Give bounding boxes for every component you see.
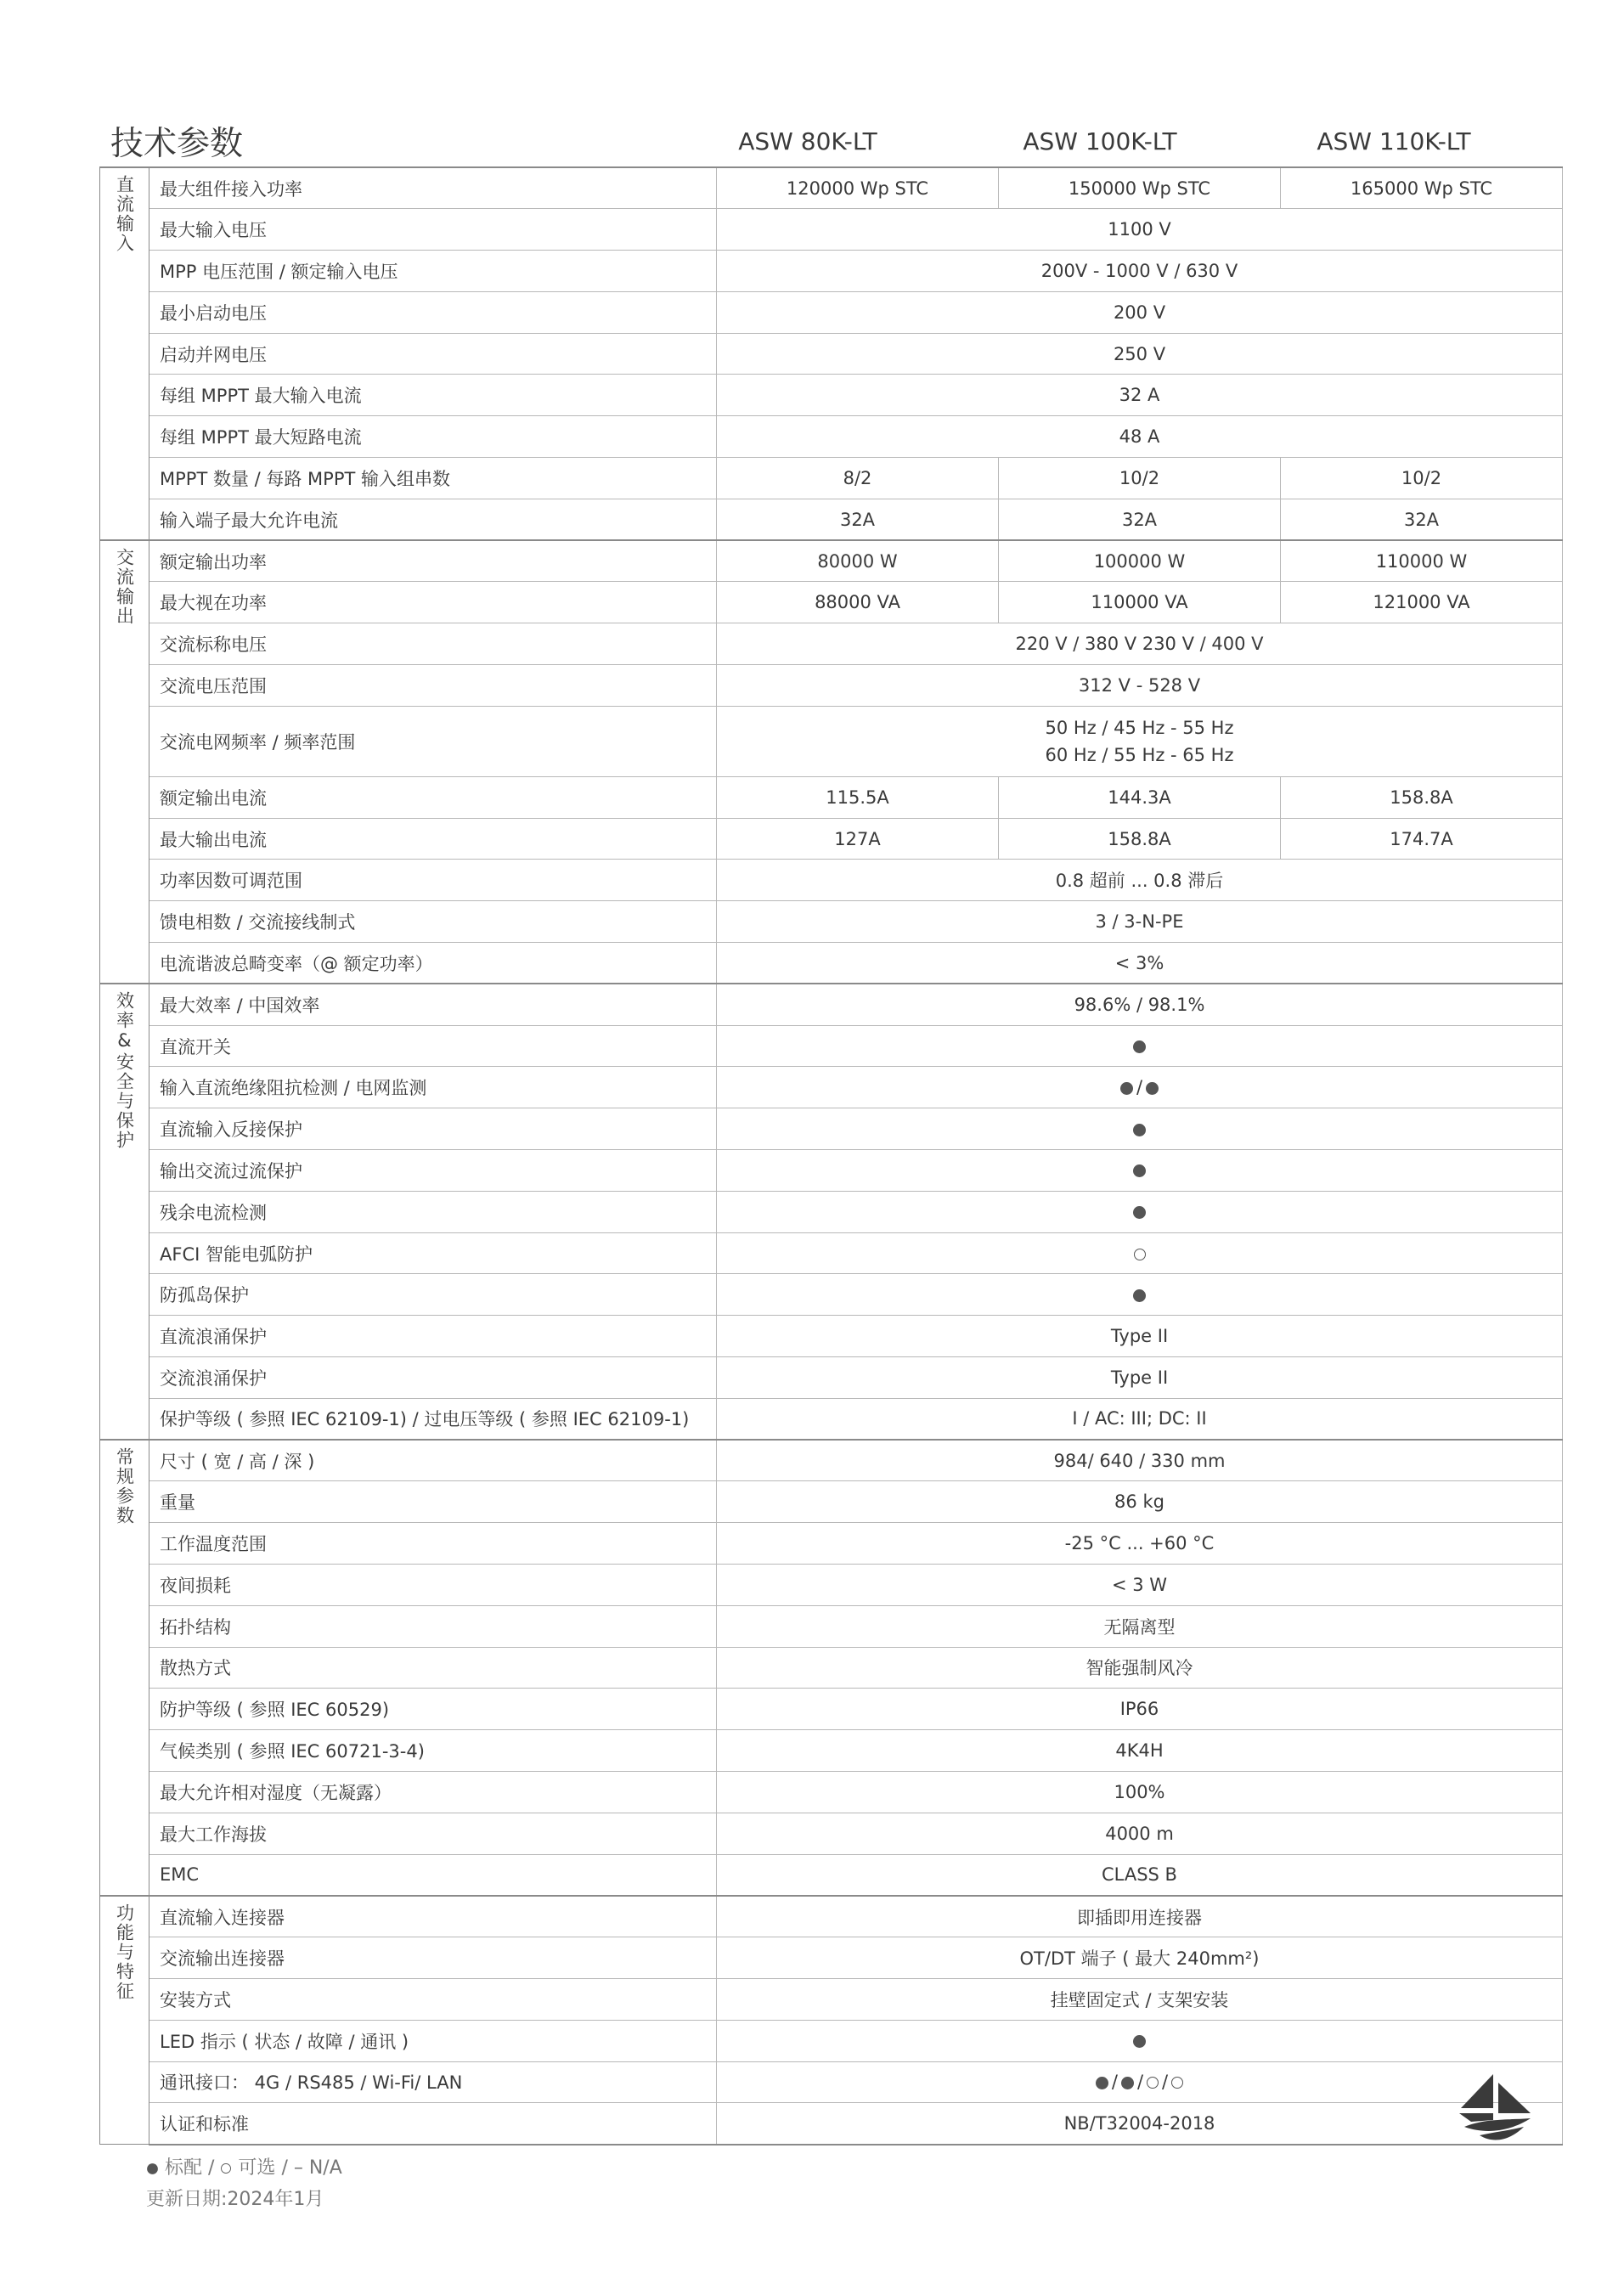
section-label: 交流输出: [114, 548, 135, 627]
param-value-line: OT/DT 端子 ( 最大 240mm²): [1019, 1948, 1260, 1970]
param-value: [717, 1896, 1563, 1937]
spec-row: [100, 167, 1563, 209]
standard-dot-icon: [147, 2163, 158, 2174]
param-value-line: 4000 m: [1105, 1823, 1174, 1844]
param-name: 输入直流绝缘阻抗检测 / 电网监测: [149, 1067, 717, 1108]
param-value-line: 32 A: [1119, 385, 1160, 406]
param-name: 直流输入连接器: [149, 1896, 717, 1937]
legend: 标配 / 可选 / – N/A: [146, 2153, 342, 2179]
param-value-line: 3 / 3-N-PE: [1095, 911, 1184, 933]
standard-dot-icon: [1096, 2077, 1108, 2089]
section-label: 直流输入: [114, 175, 135, 253]
spec-row: [100, 943, 1563, 984]
param-value: 110000 VA: [999, 582, 1281, 623]
legend-na: – N/A: [293, 2157, 342, 2179]
spec-row: [100, 1978, 1563, 2020]
spec-row: [100, 1689, 1563, 1730]
param-value: [717, 1689, 1563, 1730]
spec-row: [100, 1191, 1563, 1232]
spec-row: [100, 416, 1563, 458]
param-name: 每组 MPPT 最大输入电流: [149, 375, 717, 416]
standard-dot-icon: [1133, 1124, 1146, 1136]
param-value: 120000 Wp STC: [717, 167, 999, 209]
param-value: [717, 1771, 1563, 1813]
param-name: 夜间损耗: [149, 1565, 717, 1606]
param-name: 重量: [149, 1481, 717, 1523]
param-name: 防孤岛保护: [149, 1274, 717, 1316]
spec-row: [100, 2061, 1563, 2103]
param-value: [717, 1440, 1563, 1481]
param-name: 防护等级 ( 参照 IEC 60529): [149, 1689, 717, 1730]
param-value-line: 智能强制风冷: [1085, 1658, 1193, 1679]
section-label: 功能与特征: [114, 1903, 135, 2001]
spec-row: [100, 818, 1563, 860]
param-value-line: 1100 V: [1108, 219, 1171, 240]
param-value-line: 200 V: [1113, 302, 1166, 323]
section-cell: [100, 984, 149, 1440]
spec-row: [100, 499, 1563, 540]
param-value-line: 60 Hz / 55 Hz - 65 Hz: [1045, 744, 1234, 765]
param-value: [717, 1191, 1563, 1232]
param-value: [717, 1357, 1563, 1399]
param-value: 88000 VA: [717, 582, 999, 623]
param-value: [717, 375, 1563, 416]
param-value: [717, 1523, 1563, 1565]
param-name: 启动并网电压: [149, 333, 717, 375]
param-value-line: 200V - 1000 V / 630 V: [1040, 260, 1238, 281]
param-name: 每组 MPPT 最大短路电流: [149, 416, 717, 458]
param-value-line: 0.8 超前 ... 0.8 滞后: [1055, 871, 1224, 892]
param-value: [717, 623, 1563, 665]
param-value-line: 50 Hz / 45 Hz - 55 Hz: [1045, 717, 1234, 738]
param-value: [717, 1565, 1563, 1606]
param-value: [717, 1730, 1563, 1772]
spec-row: [100, 1481, 1563, 1523]
param-value: [717, 665, 1563, 707]
param-name: MPP 电压范围 / 额定输入电压: [149, 251, 717, 292]
section-label: 效率&安全与保护: [114, 991, 135, 1151]
param-value-line: IP66: [1119, 1699, 1159, 1720]
spec-row: [100, 1150, 1563, 1192]
section-cell: [100, 540, 149, 984]
param-value: / / /: [717, 2061, 1563, 2103]
param-name: 直流浪涌保护: [149, 1316, 717, 1357]
param-value-line: 98.6% / 98.1%: [1074, 994, 1205, 1015]
param-value: 32A: [1281, 499, 1563, 540]
param-value: 127A: [717, 818, 999, 860]
legend-standard: 标配: [165, 2157, 203, 2179]
spec-row: [100, 1605, 1563, 1647]
spec-row: [100, 623, 1563, 665]
param-name: 最大视在功率: [149, 582, 717, 623]
param-value: [717, 1316, 1563, 1357]
spec-row: [100, 1108, 1563, 1150]
spec-row: [100, 1398, 1563, 1440]
param-value: 32A: [717, 499, 999, 540]
param-value: [717, 333, 1563, 375]
standard-dot-icon: [1133, 1289, 1146, 1302]
param-name: 拓扑结构: [149, 1605, 717, 1647]
param-name: MPPT 数量 / 每路 MPPT 输入组串数: [149, 458, 717, 499]
param-value: 8/2: [717, 458, 999, 499]
param-name: LED 指示 ( 状态 / 故障 / 通讯 ): [149, 2020, 717, 2061]
spec-table: [99, 166, 1563, 2145]
param-value: [717, 1025, 1563, 1067]
param-value: [717, 251, 1563, 292]
model-header-80k: ASW 80K-LT: [738, 127, 877, 155]
param-name: 残余电流检测: [149, 1191, 717, 1232]
standard-dot-icon: [1133, 1206, 1146, 1219]
param-value-line: < 3%: [1114, 952, 1164, 973]
param-name: 最大输出电流: [149, 818, 717, 860]
param-value: 165000 Wp STC: [1281, 167, 1563, 209]
standard-dot-icon: [1146, 1082, 1159, 1095]
param-value: [717, 1481, 1563, 1523]
spec-row: [100, 2103, 1563, 2145]
param-name: 最大效率 / 中国效率: [149, 984, 717, 1025]
param-value: 158.8A: [1281, 776, 1563, 818]
param-value: 174.7A: [1281, 818, 1563, 860]
param-value: [717, 860, 1563, 901]
param-name: EMC: [149, 1854, 717, 1896]
param-value-line: < 3 W: [1111, 1574, 1168, 1595]
sail-logo-icon: [1454, 2071, 1536, 2145]
param-value: [717, 706, 1563, 776]
param-name: 工作温度范围: [149, 1523, 717, 1565]
legend-optional: 可选: [238, 2157, 276, 2179]
param-name: 交流浪涌保护: [149, 1357, 717, 1399]
optional-ring-icon: [1147, 2077, 1159, 2089]
section-cell: [100, 1896, 149, 2145]
spec-row: [100, 1771, 1563, 1813]
param-name: 直流开关: [149, 1025, 717, 1067]
param-value: [717, 416, 1563, 458]
section-cell: [100, 167, 149, 540]
param-value: [717, 1978, 1563, 2020]
param-value: [717, 1398, 1563, 1440]
param-value-line: 100%: [1114, 1781, 1165, 1802]
param-value: [717, 1232, 1563, 1274]
param-value-line: 4K4H: [1115, 1740, 1164, 1762]
param-value-line: Type II: [1110, 1367, 1169, 1388]
param-value: [717, 1274, 1563, 1316]
spec-row: [100, 1896, 1563, 1937]
spec-row: [100, 901, 1563, 943]
param-value: [717, 2103, 1563, 2145]
section-label: 常规参数: [114, 1447, 135, 1526]
param-name: 最大组件接入功率: [149, 167, 717, 209]
spec-row: [100, 333, 1563, 375]
param-name: 额定输出功率: [149, 540, 717, 582]
param-value: [717, 1605, 1563, 1647]
param-name: 最小启动电压: [149, 291, 717, 333]
spec-row: [100, 1232, 1563, 1274]
spec-row: [100, 375, 1563, 416]
param-name: AFCI 智能电弧防护: [149, 1232, 717, 1274]
param-value: [717, 1937, 1563, 1979]
standard-dot-icon: [1120, 1082, 1133, 1095]
param-name: 交流标称电压: [149, 623, 717, 665]
param-name: 功率因数可调范围: [149, 860, 717, 901]
param-value-line: 984/ 640 / 330 mm: [1053, 1450, 1226, 1471]
param-name: 最大工作海拔: [149, 1813, 717, 1854]
param-value: [717, 2020, 1563, 2061]
param-name: 交流电网频率 / 频率范围: [149, 706, 717, 776]
standard-dot-icon: [1133, 2035, 1146, 2048]
param-value: 110000 W: [1281, 540, 1563, 582]
param-name: 最大允许相对湿度（无凝露）: [149, 1771, 717, 1813]
param-value: [717, 1854, 1563, 1896]
standard-dot-icon: [1133, 1164, 1146, 1177]
optional-ring-icon: [1134, 1249, 1146, 1260]
param-value-line: 挂壁固定式 / 支架安装: [1050, 1989, 1229, 2010]
spec-row: [100, 1730, 1563, 1772]
optional-ring-icon: [1171, 2077, 1183, 2089]
param-name: 电流谐波总畸变率（@ 额定功率）: [149, 943, 717, 984]
spec-row: [100, 1440, 1563, 1481]
param-value: [717, 1108, 1563, 1150]
param-name: 输入端子最大允许电流: [149, 499, 717, 540]
param-value-line: Type II: [1110, 1326, 1169, 1347]
spec-row: [100, 1565, 1563, 1606]
param-value-line: 220 V / 380 V 230 V / 400 V: [1015, 634, 1264, 655]
param-value-line: 86 kg: [1114, 1491, 1164, 1513]
spec-row: [100, 1854, 1563, 1896]
param-name: 馈电相数 / 交流接线制式: [149, 901, 717, 943]
param-name: 气候类别 ( 参照 IEC 60721-3-4): [149, 1730, 717, 1772]
spec-row: [100, 540, 1563, 582]
spec-row: [100, 582, 1563, 623]
spec-row: [100, 665, 1563, 707]
model-header-110k: ASW 110K-LT: [1317, 127, 1471, 155]
param-value: 10/2: [1281, 458, 1563, 499]
param-value: 100000 W: [999, 540, 1281, 582]
spec-row: [100, 984, 1563, 1025]
spec-row: [100, 1357, 1563, 1399]
param-name: 保护等级 ( 参照 IEC 62109-1) / 过电压等级 ( 参照 IEC 62109-1): [149, 1398, 717, 1440]
spec-row: [100, 706, 1563, 776]
param-value: 115.5A: [717, 776, 999, 818]
param-name: 尺寸 ( 宽 / 高 / 深 ): [149, 1440, 717, 1481]
spec-row: [100, 776, 1563, 818]
param-name: 认证和标准: [149, 2103, 717, 2145]
param-value: 144.3A: [999, 776, 1281, 818]
spec-row: [100, 458, 1563, 499]
page-title: 技术参数: [110, 125, 244, 163]
param-name: 安装方式: [149, 1978, 717, 2020]
section-cell: [100, 1440, 149, 1896]
spec-row: [100, 251, 1563, 292]
param-value: [717, 901, 1563, 943]
param-value-line: CLASS B: [1102, 1864, 1177, 1886]
param-name: 散热方式: [149, 1647, 717, 1689]
param-name: 交流输出连接器: [149, 1937, 717, 1979]
param-value: [717, 984, 1563, 1025]
param-name: 直流输入反接保护: [149, 1108, 717, 1150]
param-value: [717, 1150, 1563, 1192]
spec-row: [100, 1647, 1563, 1689]
param-value: [717, 291, 1563, 333]
spec-row: [100, 1937, 1563, 1979]
spec-row: [100, 860, 1563, 901]
spec-row: [100, 1523, 1563, 1565]
param-value: 10/2: [999, 458, 1281, 499]
param-value: 158.8A: [999, 818, 1281, 860]
param-value-line: 48 A: [1119, 426, 1160, 448]
param-value-line: 无隔离型: [1103, 1616, 1176, 1638]
spec-row: [100, 1274, 1563, 1316]
param-value: 150000 Wp STC: [999, 167, 1281, 209]
param-value: [717, 1647, 1563, 1689]
param-value-line: I / AC: III; DC: II: [1072, 1408, 1207, 1429]
spec-row: [100, 1025, 1563, 1067]
spec-row: [100, 2020, 1563, 2061]
spec-row: [100, 1316, 1563, 1357]
param-value: [717, 209, 1563, 251]
param-value-line: 250 V: [1113, 343, 1166, 364]
model-header-100k: ASW 100K-LT: [1023, 127, 1177, 155]
param-value: /: [717, 1067, 1563, 1108]
standard-dot-icon: [1121, 2077, 1134, 2089]
param-name: 额定输出电流: [149, 776, 717, 818]
param-value: 121000 VA: [1281, 582, 1563, 623]
param-value: 32A: [999, 499, 1281, 540]
param-value-line: -25 °C ... +60 °C: [1064, 1533, 1215, 1554]
param-value-line: 即插即用连接器: [1077, 1907, 1202, 1928]
spec-row: [100, 1813, 1563, 1854]
param-value: [717, 943, 1563, 984]
param-name: 交流电压范围: [149, 665, 717, 707]
standard-dot-icon: [1133, 1040, 1146, 1053]
param-name: 最大输入电压: [149, 209, 717, 251]
param-value-line: NB/T32004-2018: [1063, 2113, 1215, 2134]
optional-ring-icon: [221, 2163, 231, 2174]
spec-row: [100, 291, 1563, 333]
spec-row: [100, 209, 1563, 251]
param-value-line: 312 V - 528 V: [1078, 674, 1201, 696]
param-value: [717, 1813, 1563, 1854]
spec-row: [100, 1067, 1563, 1108]
param-value: 80000 W: [717, 540, 999, 582]
param-name: 输出交流过流保护: [149, 1150, 717, 1192]
update-date: 更新日期:2024年1月: [146, 2189, 324, 2210]
param-name: 通讯接口： 4G / RS485 / Wi-Fi/ LAN: [149, 2061, 717, 2103]
